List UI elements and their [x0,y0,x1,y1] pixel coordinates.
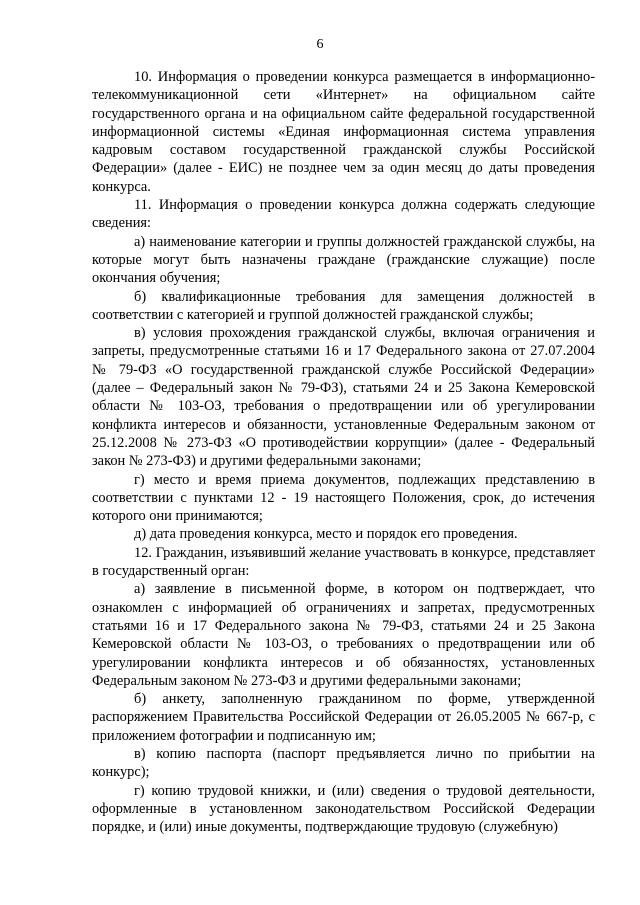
paragraph-11-d: д) дата проведения конкурса, место и порядок его проведения. [134,526,518,543]
paragraph-12-g: г) копию трудовой книжки, и (или) сведения о трудовой деятельности, оформленные в установленном законодательством Российской Федерации порядке, и (или) иные документы, подтверждающие трудовую (служебную) [92,782,595,836]
paragraph-11-a: а) наименование категории и группы должностей гражданской службы, на которые могут быть назначены граждане (гражданские служащие) после окончания обучения; [92,233,595,287]
paragraph-11-v: в) условия прохождения гражданской службы, включая ограничения и запреты, предусмотренные статьями 16 и 17 Федерального закона от 27.07.2004 № 79-ФЗ «О государственной гражданской службе Российской Федерации» (далее – Федеральный закон № 79-ФЗ), статьями 24 и 25 Закона Кемеровской области № 103-ОЗ, требования о предотвращении или об урегулировании конфликта интересов и обязанности, установленные Федеральным законом от 25.12.2008 № 273-ФЗ «О противодействии коррупции» (далее - Федеральный закон № 273-ФЗ) и другими федеральными законами; [92,325,595,470]
paragraph-12-b: б) анкету, заполненную гражданином по форме, утвержденной распоряжением Правительства Российской Федерации от 26.05.2005 № 667-р, с приложением фотографии и подписанную им; [92,691,595,744]
document-body [92,68,595,836]
paragraph-11: 11. Информация о проведении конкурса должна содержать следующие сведения: [92,197,595,232]
page-number: 6 [316,37,324,52]
paragraph-12-a: а) заявление в письменной форме, в котором он подтверждает, что ознакомлен с информацией об ограничениях и запретах, предусмотренных статьями 16 и 17 Федерального закона № 79-ФЗ, статьями 24 и 25 Закона Кемеровской области № 103-ОЗ, о требованиях о предотвращении или об урегулировании конфликта интересов и об обязанностях, установленных Федеральным законом № 273-ФЗ и другими федеральными законами; [92,581,595,689]
paragraph-11-b: б) квалификационные требования для замещения должностей в соответствии с категорией и группой должностей гражданской службы; [92,288,595,323]
paragraph-11-g: г) место и время приема документов, подлежащих представлению в соответствии с пунктами 12 - 19 настоящего Положения, срок, до истечения которого они принимаются; [92,471,595,525]
paragraph-12-v: в) копию паспорта (паспорт предъявляется лично по прибытии на конкурс); [92,745,595,781]
paragraph-10: 10. Информация о проведении конкурса размещается в информационно-телекоммуникационной сети «Интернет» на официальном сайте государственного органа и на официальном сайте федеральной государственной информационной системы «Единая информационная система управления кадровым составом государственной гражданской службы Российской Федерации» (далее - ЕИС) не позднее чем за один месяц до даты проведения конкурса. [92,69,595,195]
paragraph-12: 12. Гражданин, изъявивший желание участвовать в конкурсе, представляет в государственный орган: [92,544,595,580]
